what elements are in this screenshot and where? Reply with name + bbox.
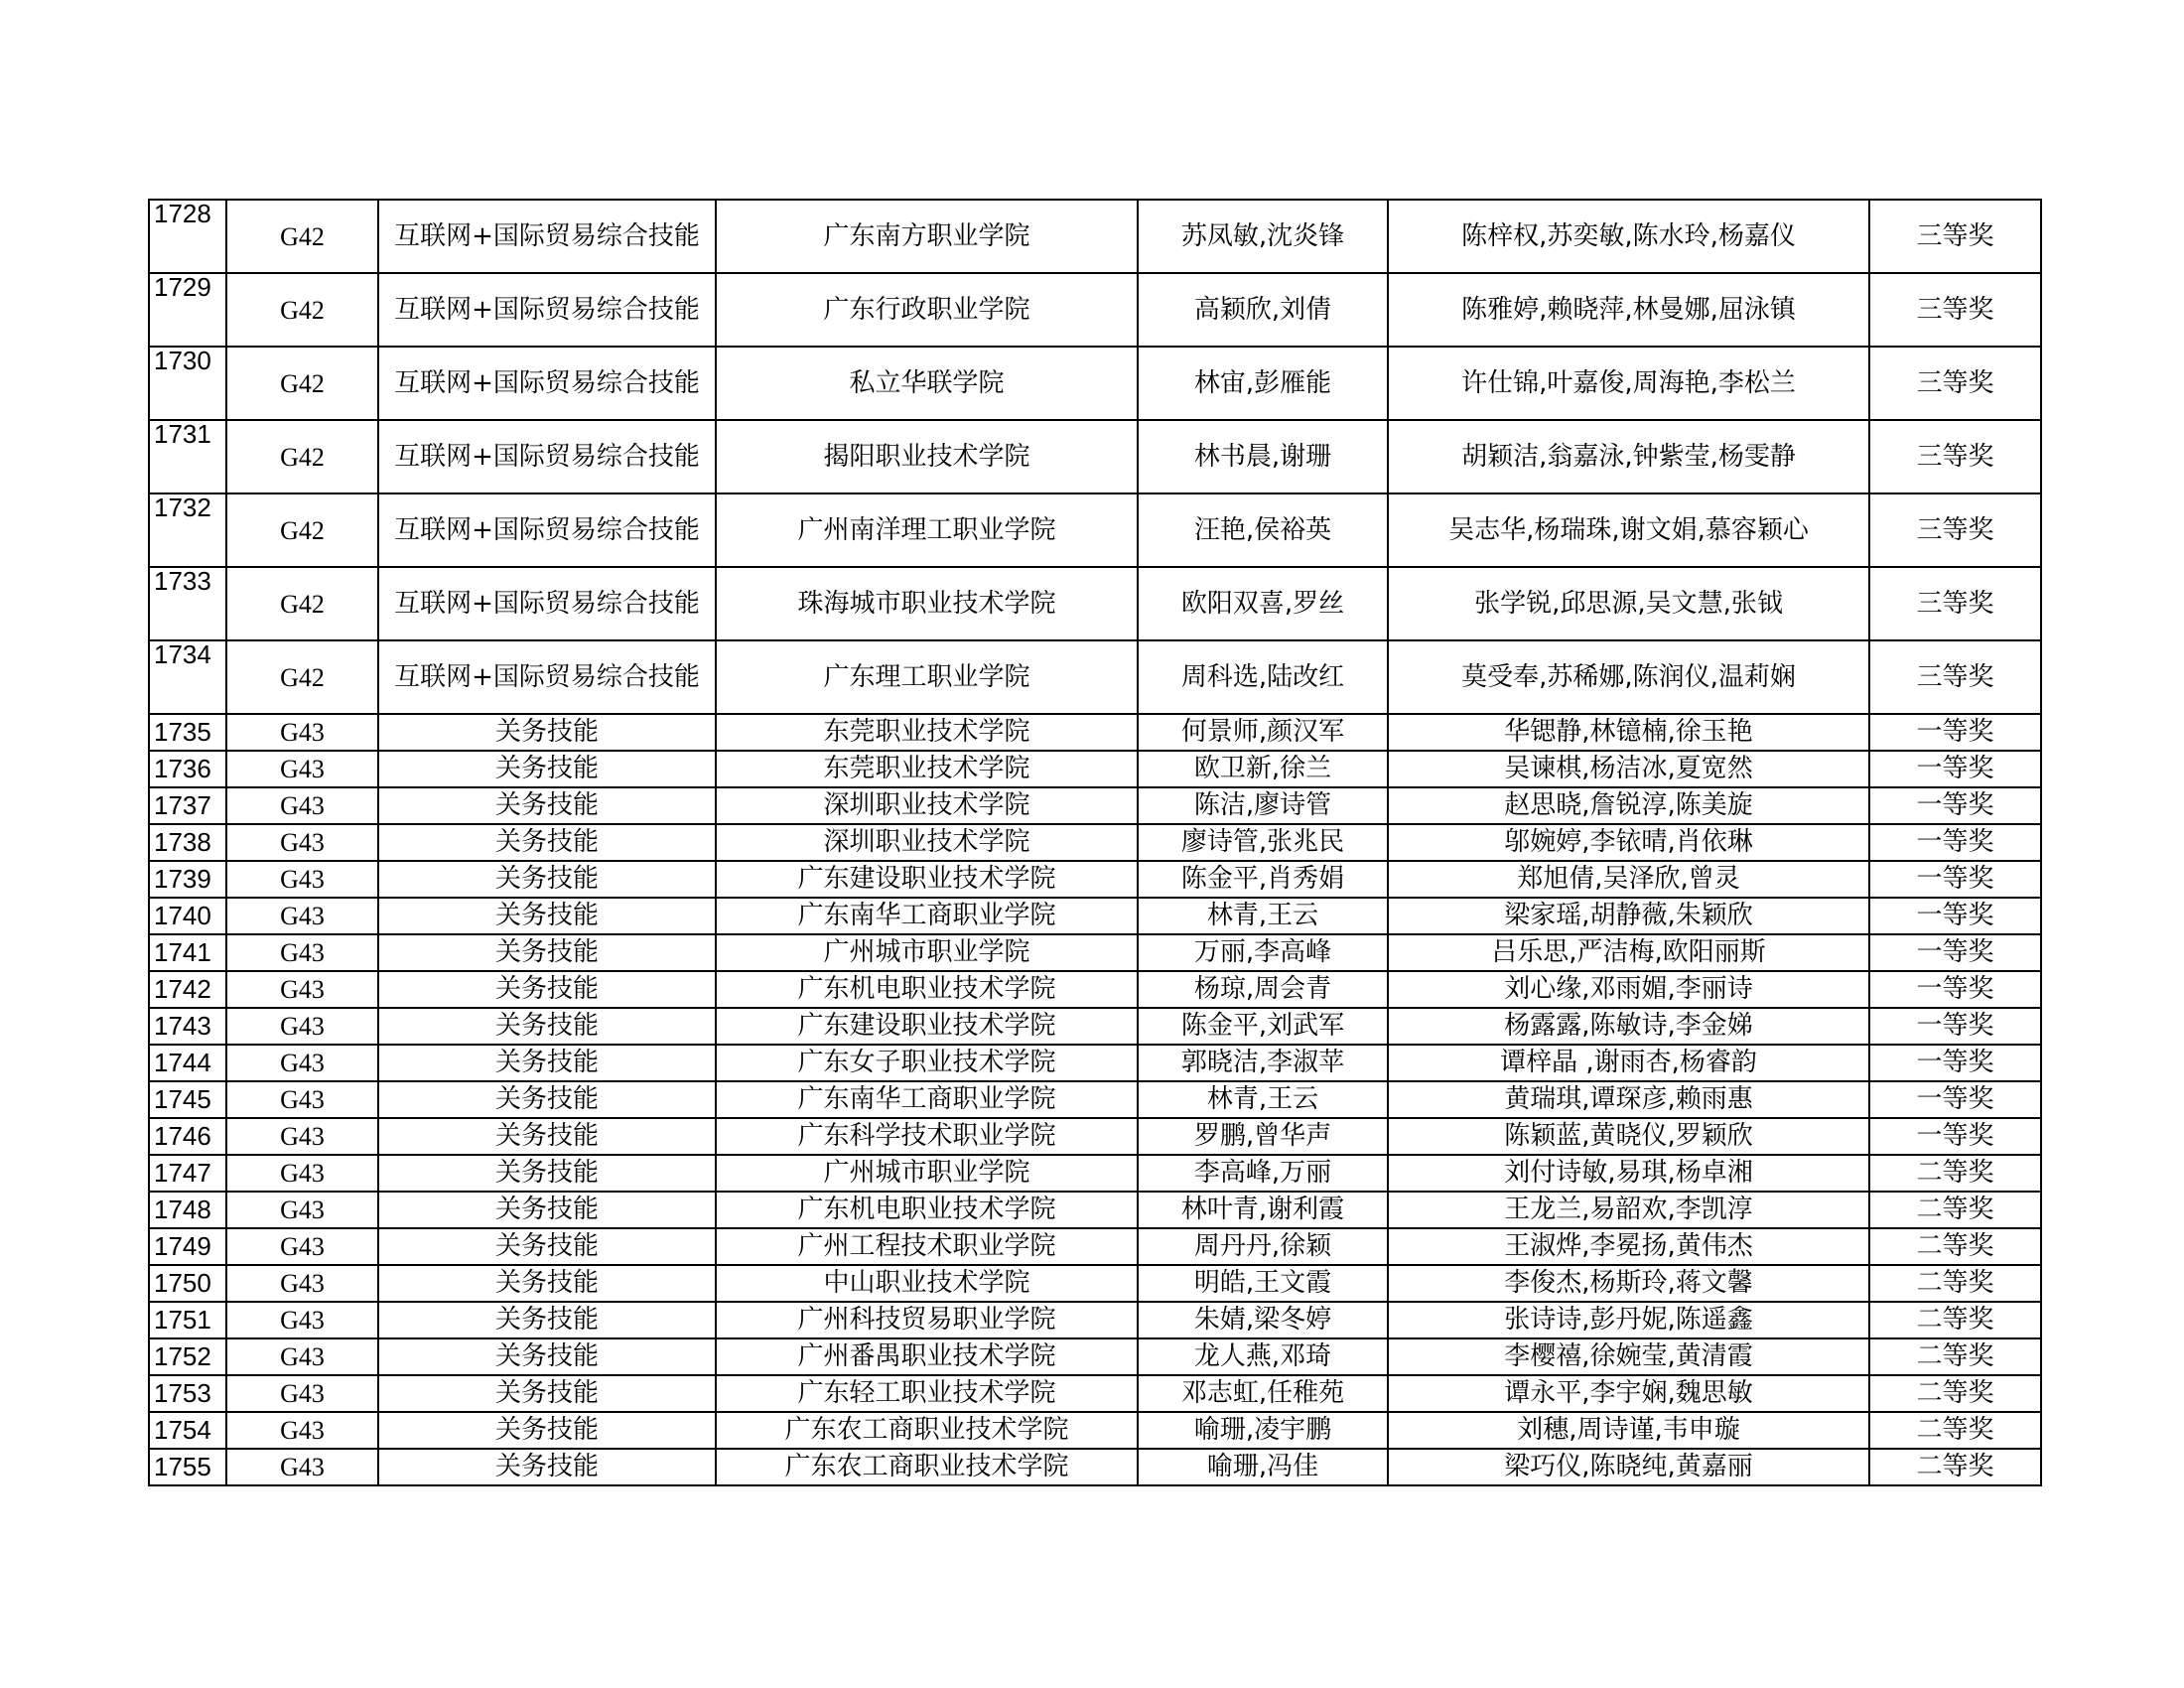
table-row	[149, 751, 2041, 787]
teachers-cell: 周丹丹,徐颖	[1138, 1228, 1388, 1265]
table-row	[149, 1375, 2041, 1412]
students-cell: 刘付诗敏,易琪,杨卓湘	[1388, 1155, 1869, 1192]
table-row	[149, 347, 2041, 420]
row-number-cell: 1732	[149, 493, 226, 567]
event-name-cell: 互联网+国际贸易综合技能	[378, 567, 716, 640]
row-number-cell: 1735	[149, 714, 226, 751]
students-cell: 吴志华,杨瑞珠,谢文娟,慕容颖心	[1388, 493, 1869, 567]
students-cell: 梁家瑶,胡静薇,朱颖欣	[1388, 898, 1869, 934]
event-code-cell: G43	[226, 898, 378, 934]
row-number-cell: 1751	[149, 1302, 226, 1338]
award-cell: 二等奖	[1869, 1155, 2041, 1192]
table-row	[149, 971, 2041, 1008]
students-cell: 邬婉婷,李铱晴,肖依琳	[1388, 824, 1869, 861]
teachers-cell: 龙人燕,邓琦	[1138, 1338, 1388, 1375]
teachers-cell: 欧卫新,徐兰	[1138, 751, 1388, 787]
award-cell: 三等奖	[1869, 347, 2041, 420]
event-name-cell: 关务技能	[378, 1302, 716, 1338]
row-number-cell: 1748	[149, 1192, 226, 1228]
teachers-cell: 喻珊,冯佳	[1138, 1449, 1388, 1485]
event-name-cell: 关务技能	[378, 898, 716, 934]
event-code-cell: G43	[226, 1375, 378, 1412]
teachers-cell: 廖诗管,张兆民	[1138, 824, 1388, 861]
award-cell: 三等奖	[1869, 640, 2041, 714]
table-row	[149, 714, 2041, 751]
school-cell: 广东建设职业技术学院	[716, 1008, 1138, 1045]
award-cell: 一等奖	[1869, 1008, 2041, 1045]
award-cell: 二等奖	[1869, 1449, 2041, 1485]
table-row	[149, 420, 2041, 493]
teachers-cell: 喻珊,凌宇鹏	[1138, 1412, 1388, 1449]
event-code-cell: G43	[226, 971, 378, 1008]
event-code-cell: G42	[226, 200, 378, 273]
row-number-cell: 1755	[149, 1449, 226, 1485]
event-name-cell: 关务技能	[378, 861, 716, 898]
row-number-cell: 1739	[149, 861, 226, 898]
table-row	[149, 898, 2041, 934]
table-row	[149, 1192, 2041, 1228]
teachers-cell: 苏凤敏,沈炎锋	[1138, 200, 1388, 273]
school-cell: 广东科学技术职业学院	[716, 1118, 1138, 1155]
students-cell: 黄瑞琪,谭琛彦,赖雨惠	[1388, 1081, 1869, 1118]
row-number-cell: 1736	[149, 751, 226, 787]
event-code-cell: G43	[226, 1412, 378, 1449]
row-number-cell: 1728	[149, 200, 226, 273]
award-cell: 一等奖	[1869, 861, 2041, 898]
table-row	[149, 1302, 2041, 1338]
event-name-cell: 关务技能	[378, 751, 716, 787]
row-number-cell: 1747	[149, 1155, 226, 1192]
row-number-cell: 1752	[149, 1338, 226, 1375]
row-number-cell: 1749	[149, 1228, 226, 1265]
event-name-cell: 关务技能	[378, 971, 716, 1008]
school-cell: 广州南洋理工职业学院	[716, 493, 1138, 567]
school-cell: 广州城市职业学院	[716, 934, 1138, 971]
school-cell: 中山职业技术学院	[716, 1265, 1138, 1302]
students-cell: 刘穗,周诗谨,韦申璇	[1388, 1412, 1869, 1449]
row-number-cell: 1746	[149, 1118, 226, 1155]
table-row	[149, 1008, 2041, 1045]
school-cell: 广东建设职业技术学院	[716, 861, 1138, 898]
table-row	[149, 493, 2041, 567]
row-number-cell: 1731	[149, 420, 226, 493]
school-cell: 广州城市职业学院	[716, 1155, 1138, 1192]
students-cell: 谭梓晶 ,谢雨杏,杨睿韵	[1388, 1045, 1869, 1081]
school-cell: 东莞职业技术学院	[716, 751, 1138, 787]
row-number-cell: 1744	[149, 1045, 226, 1081]
event-name-cell: 互联网+国际贸易综合技能	[378, 640, 716, 714]
event-name-cell: 关务技能	[378, 1338, 716, 1375]
event-name-cell: 关务技能	[378, 1412, 716, 1449]
award-cell: 三等奖	[1869, 493, 2041, 567]
students-cell: 赵思晓,詹锐淳,陈美旋	[1388, 787, 1869, 824]
teachers-cell: 林叶青,谢利霞	[1138, 1192, 1388, 1228]
students-cell: 张诗诗,彭丹妮,陈遥鑫	[1388, 1302, 1869, 1338]
school-cell: 广东南方职业学院	[716, 200, 1138, 273]
row-number-cell: 1743	[149, 1008, 226, 1045]
students-cell: 郑旭倩,吴泽欣,曾灵	[1388, 861, 1869, 898]
award-cell: 二等奖	[1869, 1228, 2041, 1265]
school-cell: 深圳职业技术学院	[716, 824, 1138, 861]
award-cell: 二等奖	[1869, 1338, 2041, 1375]
table-row	[149, 1265, 2041, 1302]
students-cell: 梁巧仪,陈晓纯,黄嘉丽	[1388, 1449, 1869, 1485]
students-cell: 胡颖洁,翁嘉泳,钟紫莹,杨雯静	[1388, 420, 1869, 493]
teachers-cell: 何景师,颜汉军	[1138, 714, 1388, 751]
teachers-cell: 万丽,李高峰	[1138, 934, 1388, 971]
event-code-cell: G42	[226, 347, 378, 420]
row-number-cell: 1750	[149, 1265, 226, 1302]
event-code-cell: G43	[226, 1118, 378, 1155]
event-code-cell: G42	[226, 640, 378, 714]
students-cell: 陈雅婷,赖晓萍,林曼娜,屈泳镇	[1388, 273, 1869, 347]
event-name-cell: 关务技能	[378, 1192, 716, 1228]
table-row	[149, 1081, 2041, 1118]
table-row	[149, 1412, 2041, 1449]
school-cell: 广东轻工职业技术学院	[716, 1375, 1138, 1412]
school-cell: 深圳职业技术学院	[716, 787, 1138, 824]
award-cell: 三等奖	[1869, 567, 2041, 640]
event-name-cell: 关务技能	[378, 1449, 716, 1485]
teachers-cell: 陈金平,刘武军	[1138, 1008, 1388, 1045]
teachers-cell: 杨琼,周会青	[1138, 971, 1388, 1008]
students-cell: 谭永平,李宇娴,魏思敏	[1388, 1375, 1869, 1412]
table-row	[149, 1155, 2041, 1192]
school-cell: 广州科技贸易职业学院	[716, 1302, 1138, 1338]
event-name-cell: 互联网+国际贸易综合技能	[378, 347, 716, 420]
award-cell: 一等奖	[1869, 787, 2041, 824]
students-cell: 杨露露,陈敏诗,李金娣	[1388, 1008, 1869, 1045]
table-row	[149, 273, 2041, 347]
students-cell: 刘心缘,邓雨媚,李丽诗	[1388, 971, 1869, 1008]
teachers-cell: 朱婧,梁冬婷	[1138, 1302, 1388, 1338]
event-name-cell: 关务技能	[378, 824, 716, 861]
event-name-cell: 关务技能	[378, 1375, 716, 1412]
event-name-cell: 关务技能	[378, 1118, 716, 1155]
school-cell: 广东农工商职业技术学院	[716, 1412, 1138, 1449]
event-name-cell: 关务技能	[378, 714, 716, 751]
award-cell: 一等奖	[1869, 1081, 2041, 1118]
event-code-cell: G43	[226, 751, 378, 787]
students-cell: 陈颖蓝,黄晓仪,罗颖欣	[1388, 1118, 1869, 1155]
teachers-cell: 林书晨,谢珊	[1138, 420, 1388, 493]
students-cell: 吕乐思,严洁梅,欧阳丽斯	[1388, 934, 1869, 971]
school-cell: 东莞职业技术学院	[716, 714, 1138, 751]
students-cell: 李樱禧,徐婉莹,黄清霞	[1388, 1338, 1869, 1375]
table-row	[149, 1338, 2041, 1375]
students-cell: 王龙兰,易韶欢,李凯淳	[1388, 1192, 1869, 1228]
row-number-cell: 1730	[149, 347, 226, 420]
teachers-cell: 邓志虹,任稚苑	[1138, 1375, 1388, 1412]
award-cell: 一等奖	[1869, 934, 2041, 971]
award-cell: 二等奖	[1869, 1375, 2041, 1412]
event-code-cell: G43	[226, 934, 378, 971]
table-row	[149, 1045, 2041, 1081]
students-cell: 张学锐,邱思源,吴文慧,张钺	[1388, 567, 1869, 640]
event-code-cell: G43	[226, 861, 378, 898]
teachers-cell: 罗鹏,曾华声	[1138, 1118, 1388, 1155]
award-cell: 二等奖	[1869, 1192, 2041, 1228]
event-name-cell: 关务技能	[378, 1008, 716, 1045]
school-cell: 广东行政职业学院	[716, 273, 1138, 347]
school-cell: 广东机电职业技术学院	[716, 1192, 1138, 1228]
teachers-cell: 周科选,陆改红	[1138, 640, 1388, 714]
row-number-cell: 1733	[149, 567, 226, 640]
award-cell: 一等奖	[1869, 751, 2041, 787]
row-number-cell: 1741	[149, 934, 226, 971]
award-list-table	[148, 199, 2042, 1486]
event-code-cell: G43	[226, 1338, 378, 1375]
row-number-cell: 1742	[149, 971, 226, 1008]
award-cell: 一等奖	[1869, 1045, 2041, 1081]
teachers-cell: 高颖欣,刘倩	[1138, 273, 1388, 347]
row-number-cell: 1734	[149, 640, 226, 714]
table-row	[149, 934, 2041, 971]
award-cell: 一等奖	[1869, 824, 2041, 861]
award-cell: 三等奖	[1869, 200, 2041, 273]
school-cell: 揭阳职业技术学院	[716, 420, 1138, 493]
teachers-cell: 郭晓洁,李淑苹	[1138, 1045, 1388, 1081]
award-cell: 一等奖	[1869, 971, 2041, 1008]
event-code-cell: G43	[226, 1192, 378, 1228]
teachers-cell: 陈金平,肖秀娟	[1138, 861, 1388, 898]
event-code-cell: G43	[226, 1449, 378, 1485]
table-row	[149, 787, 2041, 824]
row-number-cell: 1745	[149, 1081, 226, 1118]
row-number-cell: 1737	[149, 787, 226, 824]
award-cell: 一等奖	[1869, 898, 2041, 934]
event-name-cell: 关务技能	[378, 787, 716, 824]
table-row	[149, 567, 2041, 640]
school-cell: 广东女子职业技术学院	[716, 1045, 1138, 1081]
event-name-cell: 关务技能	[378, 1081, 716, 1118]
event-code-cell: G42	[226, 420, 378, 493]
event-name-cell: 关务技能	[378, 1155, 716, 1192]
school-cell: 广东农工商职业技术学院	[716, 1449, 1138, 1485]
award-cell: 三等奖	[1869, 420, 2041, 493]
table-row	[149, 1118, 2041, 1155]
table-row	[149, 824, 2041, 861]
school-cell: 广东南华工商职业学院	[716, 1081, 1138, 1118]
students-cell: 许仕锦,叶嘉俊,周海艳,李松兰	[1388, 347, 1869, 420]
event-name-cell: 关务技能	[378, 1228, 716, 1265]
event-code-cell: G43	[226, 1081, 378, 1118]
event-name-cell: 互联网+国际贸易综合技能	[378, 200, 716, 273]
table-row	[149, 1449, 2041, 1485]
table-row	[149, 1228, 2041, 1265]
award-cell: 二等奖	[1869, 1265, 2041, 1302]
event-code-cell: G43	[226, 824, 378, 861]
row-number-cell: 1754	[149, 1412, 226, 1449]
teachers-cell: 林青,王云	[1138, 1081, 1388, 1118]
table-row	[149, 861, 2041, 898]
event-code-cell: G43	[226, 787, 378, 824]
award-cell: 二等奖	[1869, 1412, 2041, 1449]
school-cell: 广东南华工商职业学院	[716, 898, 1138, 934]
school-cell: 广东机电职业技术学院	[716, 971, 1138, 1008]
students-cell: 李俊杰,杨斯玲,蒋文馨	[1388, 1265, 1869, 1302]
school-cell: 珠海城市职业技术学院	[716, 567, 1138, 640]
event-code-cell: G43	[226, 1155, 378, 1192]
teachers-cell: 林宙,彭雁能	[1138, 347, 1388, 420]
event-name-cell: 关务技能	[378, 934, 716, 971]
event-name-cell: 关务技能	[378, 1045, 716, 1081]
teachers-cell: 李高峰,万丽	[1138, 1155, 1388, 1192]
students-cell: 陈梓权,苏奕敏,陈水玲,杨嘉仪	[1388, 200, 1869, 273]
event-name-cell: 互联网+国际贸易综合技能	[378, 493, 716, 567]
award-cell: 三等奖	[1869, 273, 2041, 347]
row-number-cell: 1738	[149, 824, 226, 861]
teachers-cell: 林青,王云	[1138, 898, 1388, 934]
award-cell: 一等奖	[1869, 714, 2041, 751]
event-code-cell: G43	[226, 714, 378, 751]
row-number-cell: 1753	[149, 1375, 226, 1412]
students-cell: 吴谏棋,杨洁冰,夏宽然	[1388, 751, 1869, 787]
school-cell: 私立华联学院	[716, 347, 1138, 420]
event-code-cell: G42	[226, 567, 378, 640]
award-table-body	[149, 200, 2041, 1485]
school-cell: 广州番禺职业技术学院	[716, 1338, 1138, 1375]
row-number-cell: 1729	[149, 273, 226, 347]
table-row	[149, 200, 2041, 273]
school-cell: 广东理工职业学院	[716, 640, 1138, 714]
students-cell: 华锶静,林镱楠,徐玉艳	[1388, 714, 1869, 751]
students-cell: 王淑烨,李冕扬,黄伟杰	[1388, 1228, 1869, 1265]
event-code-cell: G43	[226, 1302, 378, 1338]
event-code-cell: G43	[226, 1265, 378, 1302]
teachers-cell: 明皓,王文霞	[1138, 1265, 1388, 1302]
event-name-cell: 关务技能	[378, 1265, 716, 1302]
event-code-cell: G42	[226, 493, 378, 567]
award-cell: 一等奖	[1869, 1118, 2041, 1155]
award-cell: 二等奖	[1869, 1302, 2041, 1338]
row-number-cell: 1740	[149, 898, 226, 934]
students-cell: 莫受奉,苏稀娜,陈润仪,温莉娴	[1388, 640, 1869, 714]
event-name-cell: 互联网+国际贸易综合技能	[378, 273, 716, 347]
event-code-cell: G43	[226, 1045, 378, 1081]
teachers-cell: 欧阳双喜,罗丝	[1138, 567, 1388, 640]
event-code-cell: G42	[226, 273, 378, 347]
event-code-cell: G43	[226, 1228, 378, 1265]
table-row	[149, 640, 2041, 714]
event-code-cell: G43	[226, 1008, 378, 1045]
school-cell: 广州工程技术职业学院	[716, 1228, 1138, 1265]
teachers-cell: 汪艳,侯裕英	[1138, 493, 1388, 567]
teachers-cell: 陈洁,廖诗管	[1138, 787, 1388, 824]
event-name-cell: 互联网+国际贸易综合技能	[378, 420, 716, 493]
